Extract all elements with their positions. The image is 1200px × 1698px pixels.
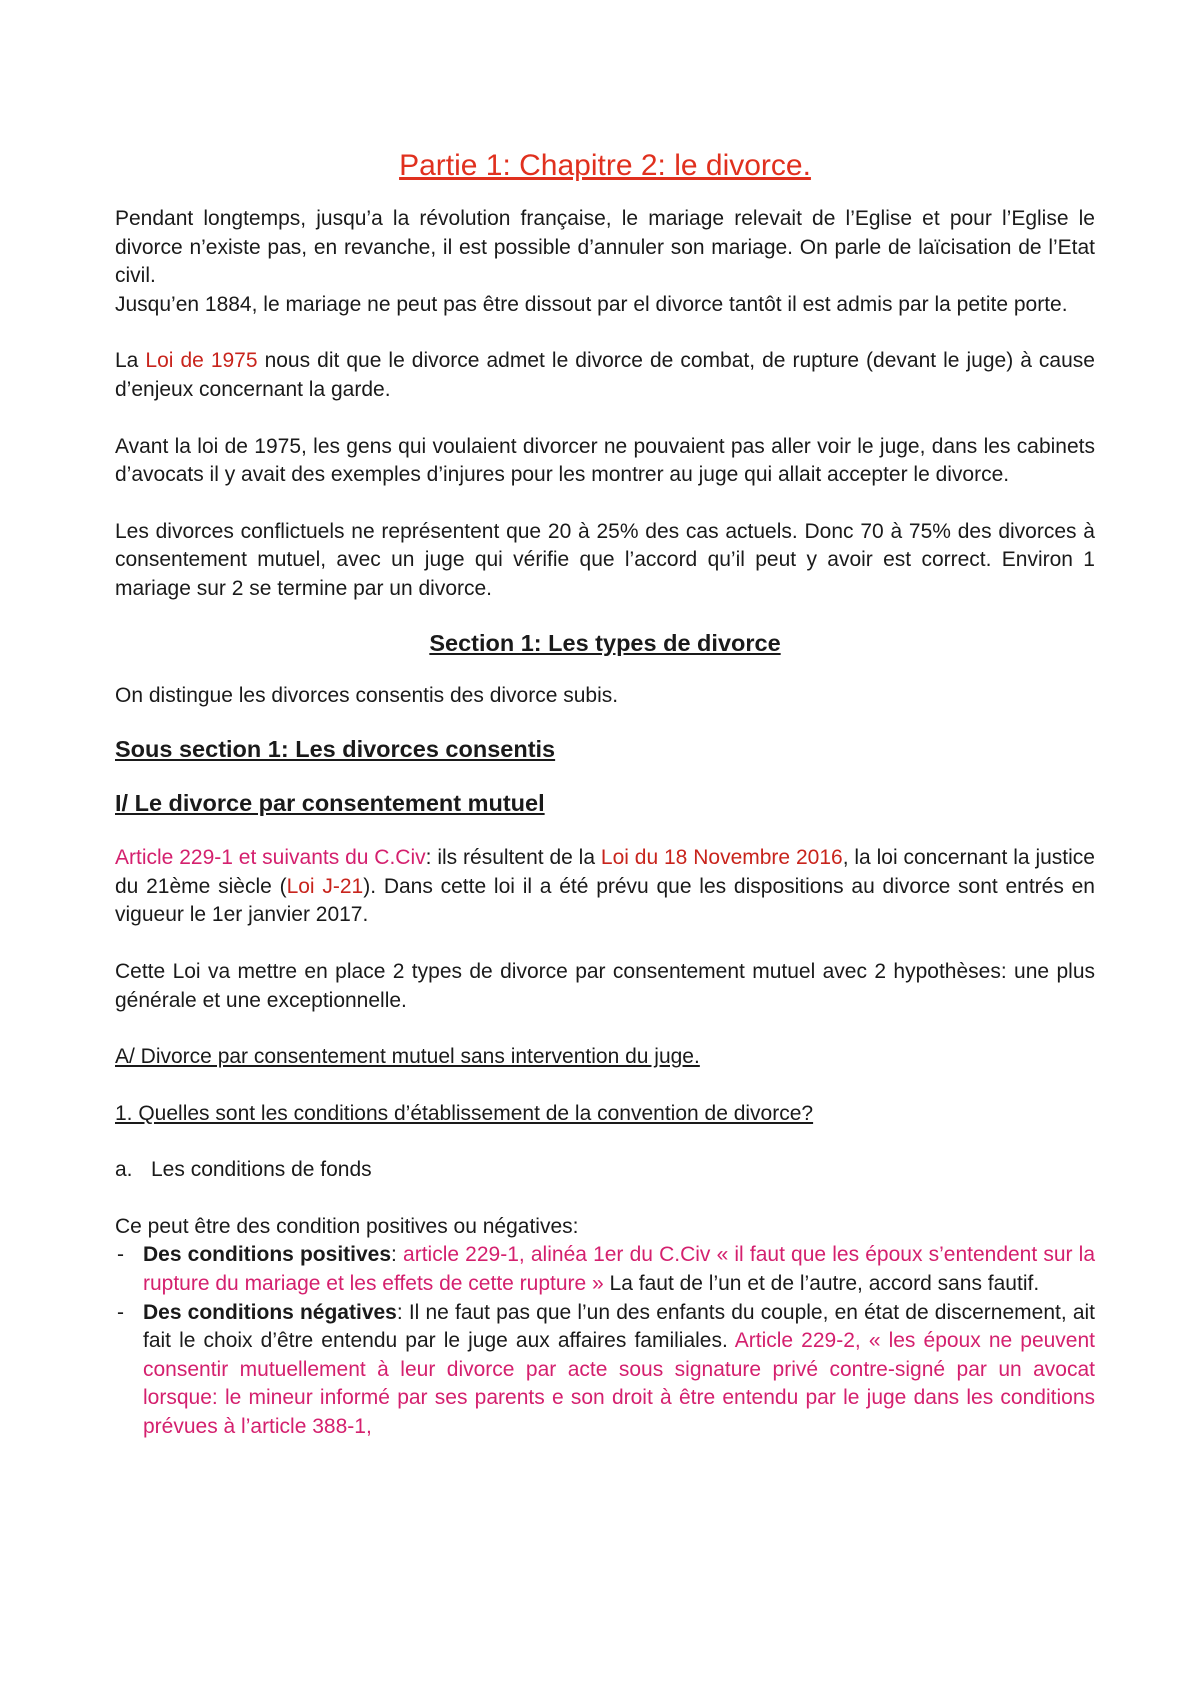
article-229-2-quote: Article 229-2, « les époux ne peuvent consentir mutuellement à leur divorce par acte sous signature privé contre-signé par un avocat lorsque: le mineur informé par ses parents e son droit à être entendu par le juge dans les conditions prévues à l’article 388-1, [143,1329,1095,1439]
section-1-text: On distingue les divorces consentis des divorce subis. [115,683,619,707]
loi-j21-reference: Loi J-21 [286,874,364,898]
article-229-1-quote: article 229-1, alinéa 1er du C.Civ « il faut que les époux s’entendent sur la rupture du mariage et les effets de cette rupture » [143,1243,1096,1296]
part-I-paragraph-2: Cette Loi va mettre en place 2 types de divorce par consentement mutuel avec 2 hypothèses: une plus générale et une exceptionnelle. [115,959,1095,1012]
conditions-intro: Ce peut être des condition positives ou négatives: [115,1214,579,1238]
intro-paragraph-3: La Loi de 1975 nous dit que le divorce admet le divorce de combat, de rupture (devant le juge) à cause d’enjeux concernant la garde. [115,349,1095,401]
article-229-1-reference: Article 229-1 et suivants du C.Civ [115,846,426,870]
conditions-list [115,1241,1095,1441]
law-1975-reference: Loi de 1975 [145,349,258,373]
intro-paragraph-1: Pendant longtemps, jusqu’a la révolution française, le mariage relevait de l’Eglise et pour l’Eglise le divorce n’existe pas, en revanche, il est possible d’annuler son mariage. On parle de laïcisation de l’Etat civil. [115,207,1095,288]
item-a: a. Les conditions de fonds [115,1158,372,1182]
subsection-1-heading: Sous section 1: Les divorces consentis [115,736,556,763]
intro-paragraph-2: Jusqu’en 1884, le mariage ne peut pas être dissout par el divorce tantôt il est admis par la petite porte. [115,292,1068,316]
part-I-paragraph-1: Article 229-1 et suivants du C.Civ: ils résultent de la Loi du 18 Novembre 2016, la loi concernant la justice du 21ème siècle (Loi J-21). Dans cette loi il a été prévu que les dispositions au divorce sont entrés en vigueur le 1er janvier 2017. [115,846,1095,927]
part-A-heading: A/ Divorce par consentement mutuel sans intervention du juge. [115,1045,700,1069]
document-page [115,148,1095,1442]
page-title: Partie 1: Chapitre 2: le divorce. [399,149,811,182]
intro-paragraph-5: Les divorces conflictuels ne représentent que 20 à 25% des cas actuels. Donc 70 à 75% des divorces à consentement mutuel, avec un juge qui vérifie que l’accord qu’il peut y avoir est correct. Environ 1 mariage sur 2 se termine par un divorce. [115,519,1095,600]
list-item-negative-conditions: - Des conditions négatives: Il ne faut pas que l’un des enfants du couple, en état de discernement, ait fait le choix d’être entendu par le juge aux affaires familiales. Article 229-2, « les époux ne peuvent consentir mutuellement à leur divorce par acte sous signature privé contre-signé par un avocat lorsque: le mineur informé par ses parents e son droit à être entendu par le juge dans les conditions prévues à l’article 388-1, [117,1300,1095,1439]
question-1-heading: 1. Quelles sont les conditions d’établissement de la convention de divorce? [115,1101,814,1125]
part-I-heading: I/ Le divorce par consentement mutuel [115,790,545,817]
intro-paragraph-4: Avant la loi de 1975, les gens qui voulaient divorcer ne pouvaient pas aller voir le juge, dans les cabinets d’avocats il y avait des exemples d’injures pour les montrer au juge qui allait accepter le divorce. [115,434,1095,487]
section-1-heading: Section 1: Les types de divorce [429,629,781,656]
list-item-positive-conditions: - Des conditions positives: article 229-1, alinéa 1er du C.Civ « il faut que les époux s’entendent sur la rupture du mariage et les effets de cette rupture » La faut de l’un et de l’autre, accord sans fautif. [117,1243,1096,1296]
law-2016-reference: Loi du 18 Novembre 2016 [600,846,843,870]
